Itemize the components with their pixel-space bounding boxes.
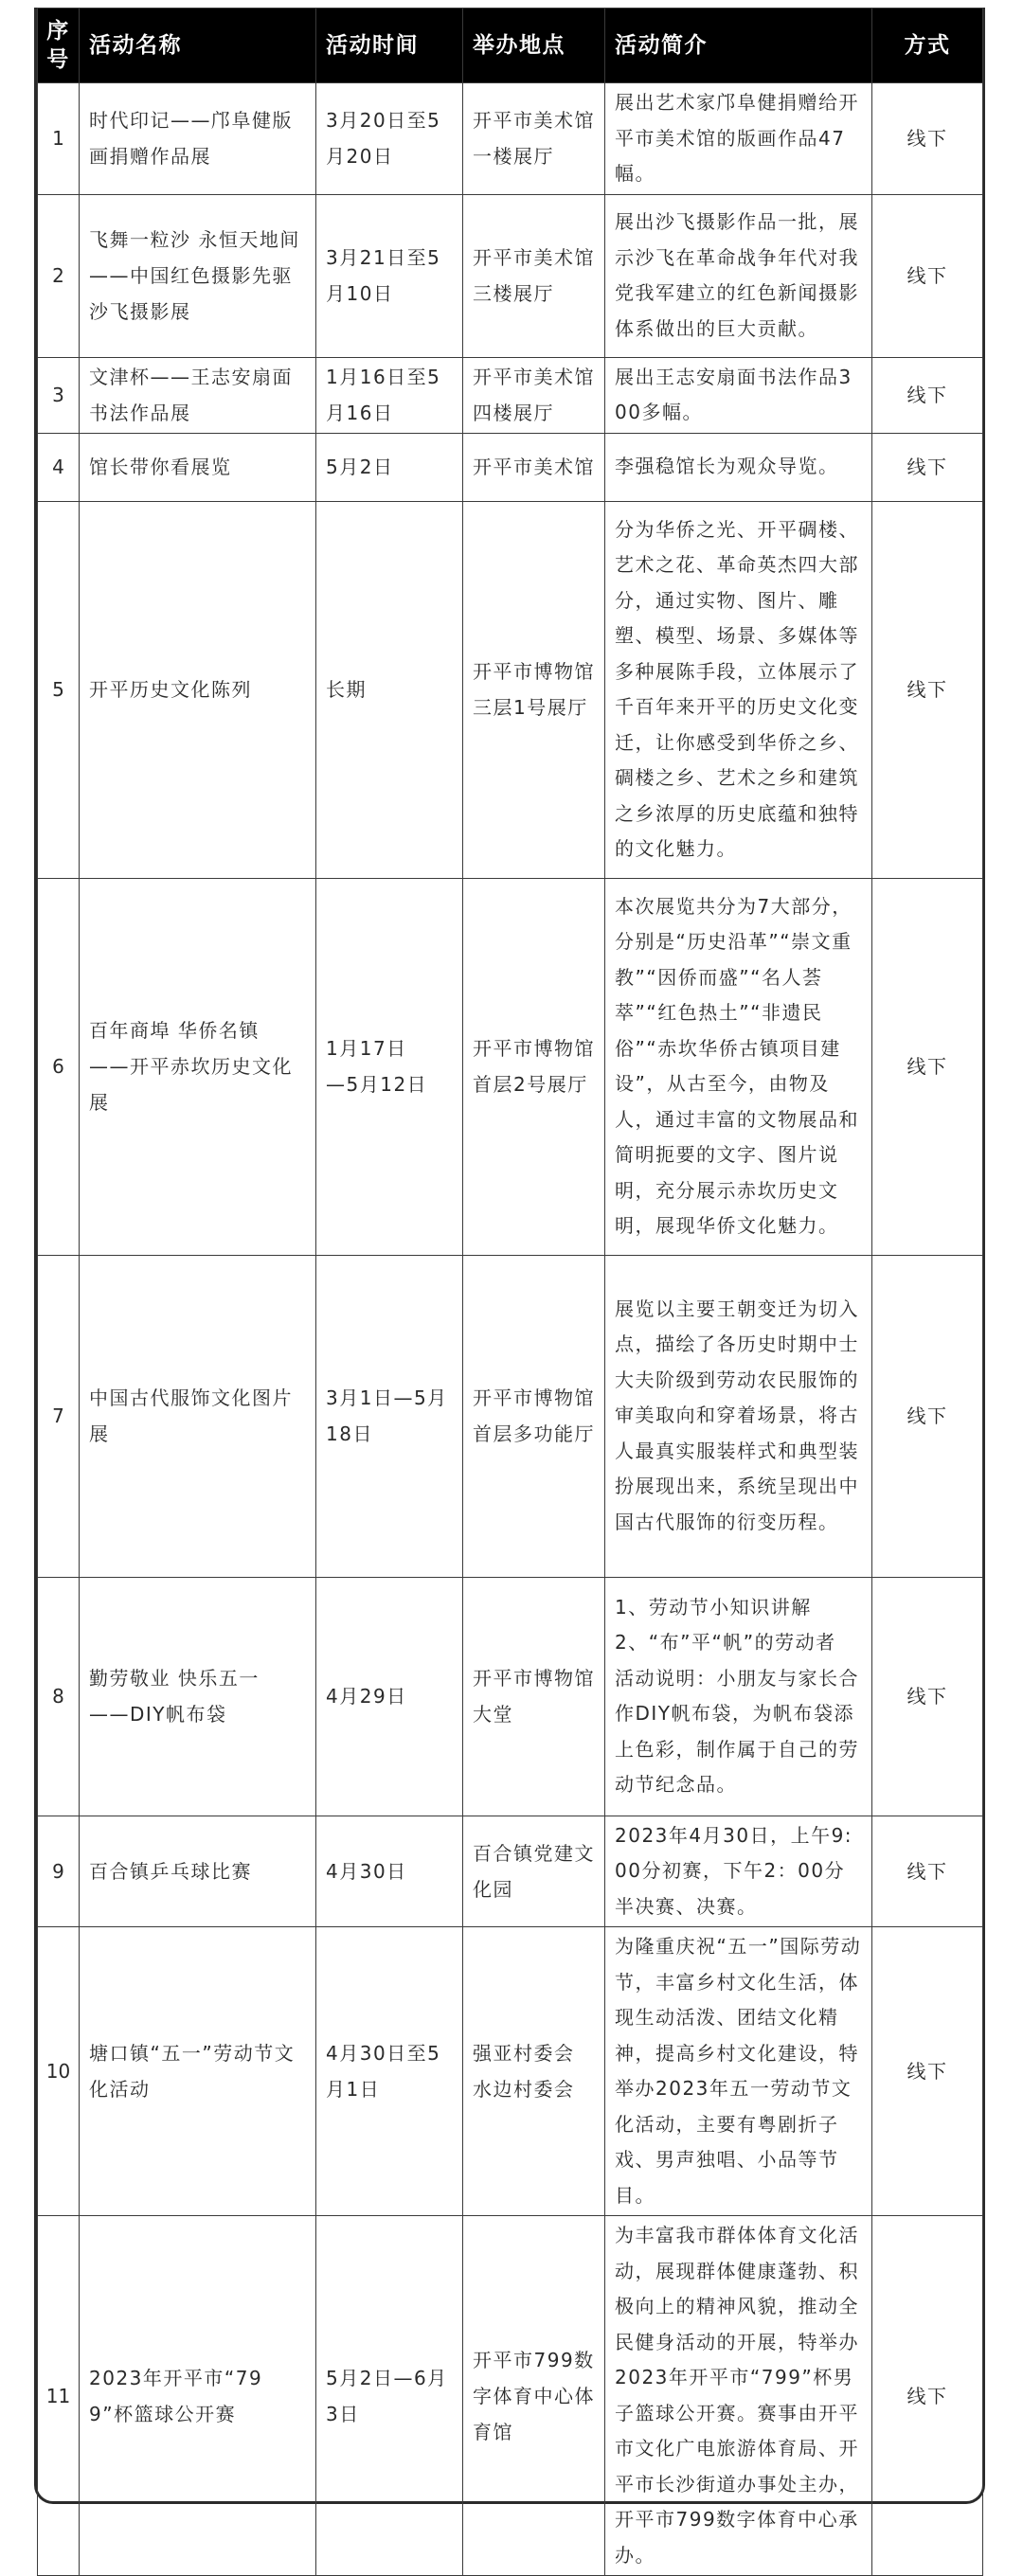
table-row: [38, 1577, 983, 1816]
cell-activity-mode: 线下: [872, 83, 983, 195]
header-no: 序号: [38, 9, 80, 83]
cell-activity-name: 2023年开平市“799”杯篮球公开赛: [80, 2216, 316, 2576]
cell-activity-time: 3月20日至5月20日: [316, 83, 463, 195]
cell-activity-desc: 李强稳馆长为观众导览。: [605, 433, 872, 501]
cell-activity-name: 百合镇乒乓球比赛: [80, 1816, 316, 1927]
cell-activity-mode: 线下: [872, 878, 983, 1255]
cell-activity-place: 百合镇党建文化园: [463, 1816, 605, 1927]
cell-activity-name: 馆长带你看展览: [80, 433, 316, 501]
cell-activity-place: 开平市博物馆大堂: [463, 1577, 605, 1816]
table-row: [38, 878, 983, 1255]
table-row: [38, 433, 983, 501]
cell-activity-desc: 展出沙飞摄影作品一批，展示沙飞在革命战争年代对我党我军建立的红色新闻摄影体系做出的巨大贡献。: [605, 194, 872, 357]
cell-no: 5: [38, 501, 80, 878]
cell-activity-name: 文津杯——王志安扇面书法作品展: [80, 357, 316, 433]
table-row: [38, 357, 983, 433]
cell-no: 9: [38, 1816, 80, 1927]
table-row: [38, 83, 983, 195]
cell-activity-name: 开平历史文化陈列: [80, 501, 316, 878]
cell-activity-time: 1月16日至5月16日: [316, 357, 463, 433]
cell-no: 6: [38, 878, 80, 1255]
cell-activity-mode: 线下: [872, 1255, 983, 1577]
header-time: 活动时间: [316, 9, 463, 83]
header-name: 活动名称: [80, 9, 316, 83]
cell-activity-mode: 线下: [872, 194, 983, 357]
cell-activity-place: 开平市美术馆一楼展厅: [463, 83, 605, 195]
cell-activity-name: 百年商埠 华侨名镇 ——开平赤坎历史文化展: [80, 878, 316, 1255]
cell-activity-time: 4月30日: [316, 1816, 463, 1927]
cell-activity-time: 5月2日—6月3日: [316, 2216, 463, 2576]
cell-activity-mode: 线下: [872, 1577, 983, 1816]
cell-activity-place: 开平市博物馆首层2号展厅: [463, 878, 605, 1255]
cell-activity-name: 塘口镇“五一”劳动节文化活动: [80, 1927, 316, 2216]
cell-activity-desc: 分为华侨之光、开平碉楼、艺术之花、革命英杰四大部分，通过实物、图片、雕塑、模型、场景、多媒体等多种展陈手段，立体展示了千百年来开平的历史文化变迁，让你感受到华侨之乡、碉楼之乡、艺术之乡和建筑之乡浓厚的历史底蕴和独特的文化魅力。: [605, 501, 872, 878]
cell-activity-mode: 线下: [872, 1927, 983, 2216]
cell-no: 4: [38, 433, 80, 501]
cell-activity-place: 开平市799数字体育中心体育馆: [463, 2216, 605, 2576]
table-row: [38, 194, 983, 357]
cell-activity-desc: 2023年4月30日，上午9:00分初赛，下午2：00分半决赛、决赛。: [605, 1816, 872, 1927]
header-mode: 方式: [872, 9, 983, 83]
cell-activity-place: 强亚村委会 水边村委会: [463, 1927, 605, 2216]
cell-activity-desc: 为隆重庆祝“五一”国际劳动节，丰富乡村文化生活，体现生动活泼、团结文化精神，提高乡村文化建设，特举办2023年五一劳动节文化活动，主要有粤剧折子戏、男声独唱、小品等节目。: [605, 1927, 872, 2216]
cell-no: 7: [38, 1255, 80, 1577]
table-row: [38, 1255, 983, 1577]
cell-activity-time: 3月21日至5月10日: [316, 194, 463, 357]
cell-activity-desc: 展览以主要王朝变迁为切入点，描绘了各历史时期中士大夫阶级到劳动农民服饰的审美取向和穿着场景，将古人最真实服装样式和典型装扮展现出来，系统呈现出中国古代服饰的衍变历程。: [605, 1255, 872, 1577]
cell-activity-time: 5月2日: [316, 433, 463, 501]
cell-no: 8: [38, 1577, 80, 1816]
cell-activity-name: 中国古代服饰文化图片展: [80, 1255, 316, 1577]
cell-activity-time: 4月30日至5月1日: [316, 1927, 463, 2216]
cell-activity-place: 开平市美术馆三楼展厅: [463, 194, 605, 357]
cell-activity-mode: 线下: [872, 1816, 983, 1927]
cell-activity-desc: 为丰富我市群体体育文化活动，展现群体健康蓬勃、积极向上的精神风貌，推动全民健身活动的开展，特举办2023年开平市“799”杯男子篮球公开赛。赛事由开平市文化广电旅游体育局、开平市长沙街道办事处主办，开平市799数字体育中心承办。: [605, 2216, 872, 2576]
cell-activity-desc: 展出艺术家邝阜健捐赠给开平市美术馆的版画作品47幅。: [605, 83, 872, 195]
cell-activity-time: 4月29日: [316, 1577, 463, 1816]
cell-activity-time: 长期: [316, 501, 463, 878]
table-row: [38, 501, 983, 878]
cell-no: 11: [38, 2216, 80, 2576]
table-header-row: [38, 9, 983, 83]
cell-activity-place: 开平市美术馆: [463, 433, 605, 501]
table-row: [38, 1927, 983, 2216]
cell-activity-mode: 线下: [872, 2216, 983, 2576]
cell-activity-desc: 1、劳动节小知识讲解 2、“布”平“帆”的劳动者 活动说明：小朋友与家长合作DIY帆布袋，为帆布袋添上色彩，制作属于自己的劳动节纪念品。: [605, 1577, 872, 1816]
cell-activity-place: 开平市美术馆四楼展厅: [463, 357, 605, 433]
activity-table: [37, 8, 983, 2576]
cell-activity-place: 开平市博物馆三层1号展厅: [463, 501, 605, 878]
table-row: [38, 1816, 983, 1927]
cell-no: 3: [38, 357, 80, 433]
cell-no: 2: [38, 194, 80, 357]
schedule-frame: [34, 8, 985, 2567]
cell-activity-desc: 展出王志安扇面书法作品300多幅。: [605, 357, 872, 433]
header-desc: 活动简介: [605, 9, 872, 83]
cell-activity-time: 3月1日—5月18日: [316, 1255, 463, 1577]
cell-activity-name: 时代印记——邝阜健版画捐赠作品展: [80, 83, 316, 195]
table-row: [38, 2216, 983, 2576]
cell-activity-place: 开平市博物馆首层多功能厅: [463, 1255, 605, 1577]
cell-activity-name: 勤劳敬业 快乐五一 ——DIY帆布袋: [80, 1577, 316, 1816]
cell-activity-time: 1月17日 —5月12日: [316, 878, 463, 1255]
cell-no: 10: [38, 1927, 80, 2216]
header-place: 举办地点: [463, 9, 605, 83]
cell-activity-mode: 线下: [872, 433, 983, 501]
cell-activity-mode: 线下: [872, 501, 983, 878]
cell-activity-name: 飞舞一粒沙 永恒天地间 ——中国红色摄影先驱沙飞摄影展: [80, 194, 316, 357]
cell-activity-mode: 线下: [872, 357, 983, 433]
cell-activity-desc: 本次展览共分为7大部分，分别是“历史沿革”“崇文重教”“因侨而盛”“名人荟萃”“红色热土”“非遗民俗”“赤坎华侨古镇项目建设”，从古至今，由物及人，通过丰富的文物展品和简明扼要的文字、图片说明，充分展示赤坎历史文明，展现华侨文化魅力。: [605, 878, 872, 1255]
cell-no: 1: [38, 83, 80, 195]
